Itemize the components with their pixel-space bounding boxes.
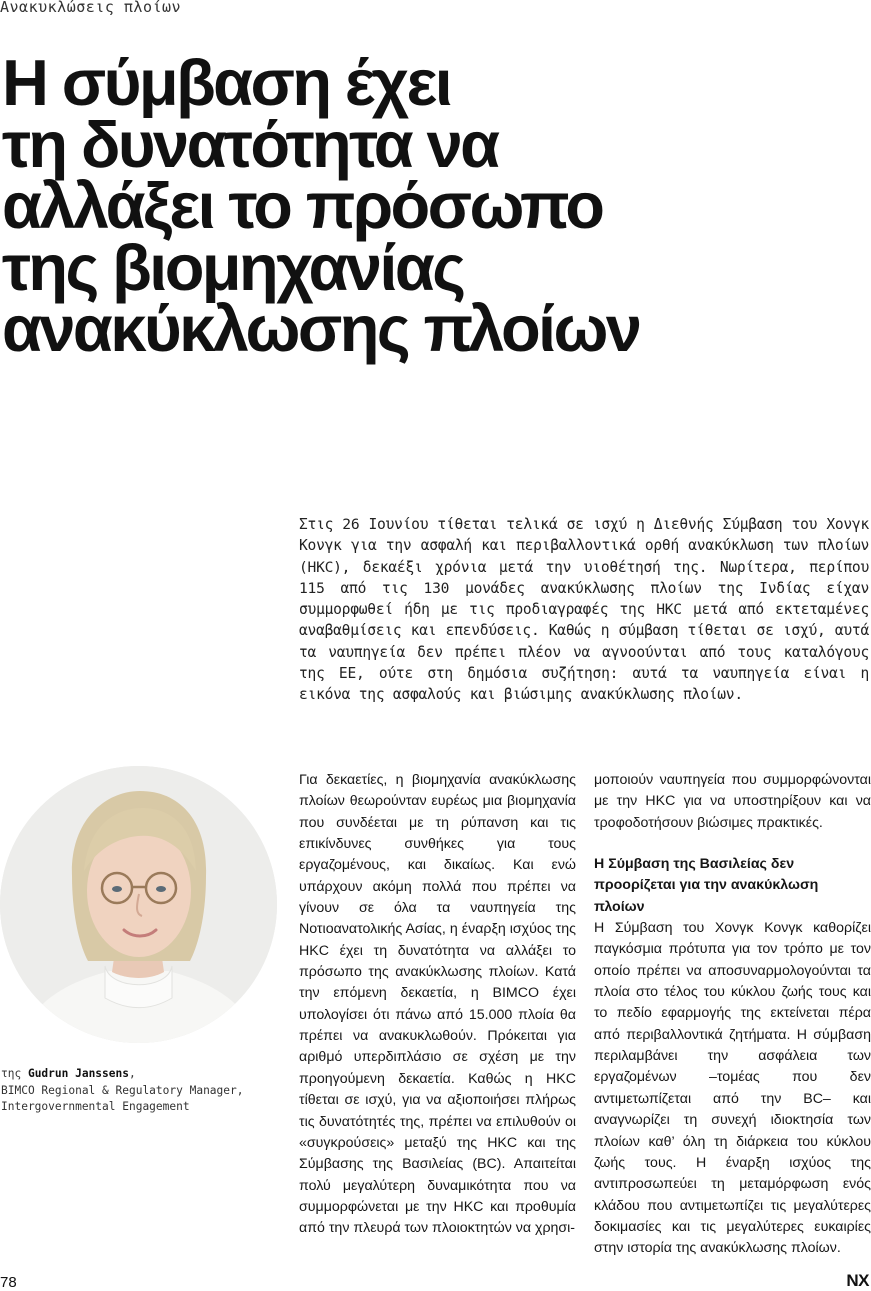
page-number: 78 <box>0 1274 17 1291</box>
article-headline <box>2 46 862 365</box>
byline-prefix: της <box>1 1067 28 1080</box>
body-column-1 <box>299 770 576 1240</box>
portrait-illustration <box>0 766 277 1043</box>
author-role: BIMCO Regional & Regulatory Manager, <box>1 1083 244 1097</box>
magazine-logo: NX <box>846 1271 869 1290</box>
author-portrait <box>0 766 277 1043</box>
body-paragraph-continued: μοποιούν ναυπηγεία που συμμορφώνονται με την HKC για να υποστηρίξουν και να τροφοδοτήσουν βιώσιμες πρακτικές. <box>594 772 871 831</box>
headline-line: τη δυνατότητα να <box>2 107 498 181</box>
author-department: Intergovernmental Engagement <box>1 1100 190 1113</box>
lead-paragraph: Στις 26 Ιουνίου τίθεται τελικά σε ισχύ η Διεθνής Σύμβαση του Χονγκ Κονγκ για την ασφαλή και περιβαλλοντικά ορθή ανακύκλωση των πλοίων (HKC), δεκαέξι χρόνια μετά την υιοθέτησή της. Νωρίτερα, περίπου 115 από τις 130 μονάδες ανακύκλωσης πλοίων της Ινδίας είχαν συμμορφωθεί ήδη με τις προδιαγραφές της HKC μετά από εκτεταμένες αναβαθμίσεις και επενδύσεις. Καθώς η σύμβαση τίθεται σε ισχύ, αυτά τα ναυπηγεία δεν πρέπει πλέον να αγνοούνται από τους καταλόγους της ΕΕ, ούτε στη δημόσια συζήτηση: αυτά τα ναυπηγεία είναι η εικόνα της ασφαλούς και βιώσιμης ανακύκλωσης πλοίων. <box>299 516 869 704</box>
author-name: Gudrun Janssens <box>27 1067 129 1080</box>
subheading: Η Σύμβαση της Βασιλείας δεν προορίζεται για την ανακύκλωση πλοίων <box>594 856 819 915</box>
body-paragraph: Η Σύμβαση του Χονγκ Κονγκ καθορίζει παγκόσμια πρότυπα για τον τρόπο με τον οποίο πρέπει να αποσυναρμολογούνται τα πλοία στο τέλος του κύκλου ζωής τους και το πεδίο εφαρμογής της εκτείνεται πέρα από περιβαλλοντικά ζητήματα. Η σύμβαση περιλαμβάνει την ασφάλεια των εργαζομένων –τομέας που δεν αντιμετωπίζεται από την BC– και αναγνωρίζει τη συνεχή ιδιοκτησία των πλοίων καθ’ όλη τη διάρκεια του κύκλου ζωής τους. Η έναρξη ισχύος της αντιπροσωπεύει τη μεταμόρφωση ενός κλάδου που αντιμετωπίζει τις μεγαλύτερες δοκιμασίες και τις μεγαλύτερες ευκαιρίες στην ιστορία της ανακύκλωσης πλοίων. <box>594 920 871 1257</box>
byline-suffix: , <box>129 1067 136 1080</box>
headline-line: Η σύμβαση έχει <box>2 46 451 119</box>
section-label: Ανακυκλώσεις πλοίων <box>0 0 182 16</box>
headline-line: ανακύκλωσης πλοίων <box>2 292 640 365</box>
headline-line: της βιομηχανίας <box>2 230 464 304</box>
headline-line: αλλάξει το πρόσωπο <box>2 169 603 242</box>
author-byline <box>1 1066 286 1116</box>
byline-author-line <box>1 1066 286 1083</box>
body-column-2 <box>594 770 871 1260</box>
body-paragraph: Για δεκαετίες, η βιομηχανία ανακύκλωσης πλοίων θεωρούνταν ευρέως μια βιομηχανία που συνδέεται με τη ρύπανση και τις επικίνδυνες συνθήκες για τους εργαζομένους, και δικαίως. Και ενώ υπάρχουν ακόμη πολλά που πρέπει να γίνουν σε όλα τα ναυπηγεία της Νοτιοανατολικής Ασίας, η έναρξη ισχύος της HKC έχει τη δυνατότητα να αλλάξει το πρόσωπο της ανακύκλωσης πλοίων. Κατά την επόμενη δεκαετία, η BIMCO έχει υπολογίσει ότι πάνω από 15.000 πλοία θα πρέπει να ανακυκλωθούν. Πρόκειται για αριθμό υπερδιπλάσιο σε σχέση με την προηγούμενη δεκαετία. Καθώς η HKC τίθεται σε ισχύ, για να αξιοποιήσει πλήρως τις δυνατότητές της, πρέπει να επιλυθούν οι «συγκρούσεις» μεταξύ της HKC και της Σύμβασης της Βασιλείας (BC). Απαιτείται πολύ μεγαλύτερη δυναμικότητα που να συμμορφώνεται με την HKC και προθυμία από την πλευρά των πλοιοκτητών να χρησι- <box>299 772 576 1237</box>
